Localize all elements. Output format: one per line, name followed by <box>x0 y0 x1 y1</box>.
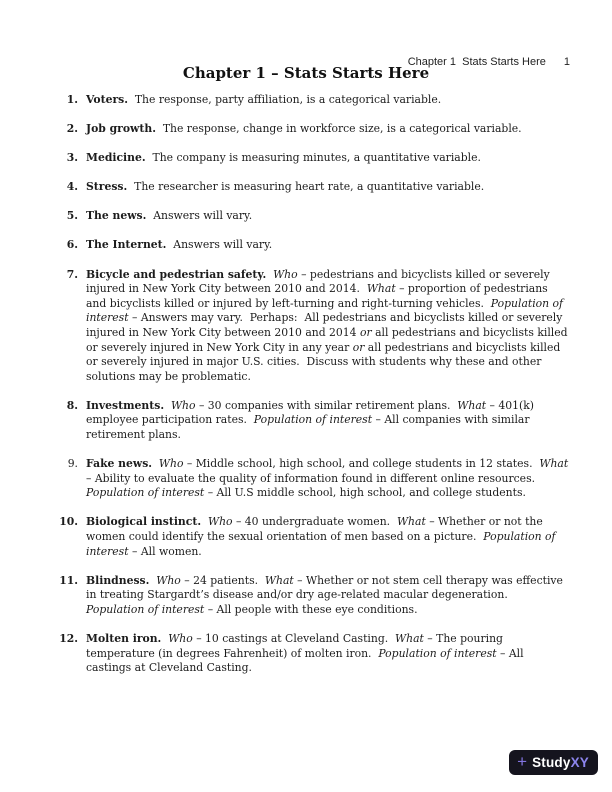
item-text: Stress. The researcher is measuring heart rate, a quantitative variable. <box>86 180 485 194</box>
page-title: Chapter 1 – Stats Starts Here <box>182 64 430 82</box>
item-number: 7. <box>66 267 78 281</box>
list-item <box>58 238 570 253</box>
item-number: 6. <box>66 238 78 252</box>
item-number: 2. <box>66 122 78 136</box>
item-number: 5. <box>66 209 78 223</box>
list-item <box>58 209 570 224</box>
running-header-text: Chapter 1 Stats Starts Here <box>407 56 546 68</box>
list-item <box>58 151 570 166</box>
item-number: 8. <box>66 398 78 412</box>
item-number: 3. <box>66 151 78 165</box>
list-item <box>58 515 570 559</box>
answer-list <box>58 93 570 690</box>
plus-icon: + <box>517 752 528 771</box>
list-item <box>58 268 570 385</box>
item-number: 4. <box>66 180 78 194</box>
item-text: The Internet. Answers will vary. <box>86 238 273 252</box>
item-text: Medicine. The company is measuring minutes, a quantitative variable. <box>86 151 481 165</box>
item-number: 10. <box>59 515 78 529</box>
list-item <box>58 93 570 108</box>
item-text: Fake news. Who – Middle school, high school, and college students in 12 states. What – Ability to evaluate the quality of information found in different online resources. Population of interest – All U.S middle school, high school, and college students. <box>86 457 572 500</box>
item-text: Biological instinct. Who – 40 undergraduate women. What – Whether or not the women could identify the sexual orientation of men based on a picture. Population of interest – All women. <box>86 515 559 558</box>
list-item <box>58 457 570 501</box>
item-number: 12. <box>59 631 78 645</box>
list-item <box>58 122 570 137</box>
item-text: Blindness. Who – 24 patients. What – Whether or not stem cell therapy was effective in treating Stargardt’s disease and/or dry age-related macular degeneration. Population of interest – All people with these eye conditions. <box>86 573 567 616</box>
list-item <box>58 632 570 676</box>
item-text: The news. Answers will vary. <box>86 209 253 223</box>
item-text: Voters. The response, party affiliation, is a categorical variable. <box>86 93 442 106</box>
list-item <box>58 399 570 443</box>
item-number: 1. <box>66 93 78 106</box>
item-text: Bicycle and pedestrian safety. Who – pedestrians and bicyclists killed or severely injured in New York City between 2010 and 2014. What – proportion of pedestrians and bicyclists killed or injured by left-turning and right-turning vehicles. Population of interest – Answers may vary. Perhaps: All pedestrians and bicyclists killed or severely injured in New York City between 2010 and 2014 or all pedestrians and bicyclists killed or severely injured in New York City in any year or all pedestrians and bicyclists killed or severely injured in major U.S. cities. Discuss with students why these and other solutions may be problematic. <box>86 267 571 383</box>
item-number: 11. <box>59 573 78 587</box>
page-number: 1 <box>563 56 570 68</box>
item-text: Job growth. The response, change in workforce size, is a categorical variable. <box>86 122 522 136</box>
item-number: 9. <box>67 457 78 471</box>
item-text: Investments. Who – 30 companies with similar retirement plans. What – 401(k) employee participation rates. Population of interest – All companies with similar retirement plans. <box>86 398 538 441</box>
list-item <box>58 180 570 195</box>
list-item <box>58 574 570 618</box>
item-text: Molten iron. Who – 10 castings at Cleveland Casting. What – The pouring temperature (in degrees Fahrenheit) of molten iron. Population of interest – All castings at Cleveland Casting. <box>86 631 528 675</box>
studyxy-logo[interactable] <box>509 750 598 775</box>
logo-text-primary: Study <box>532 755 571 770</box>
logo-text-secondary: XY <box>570 755 589 770</box>
